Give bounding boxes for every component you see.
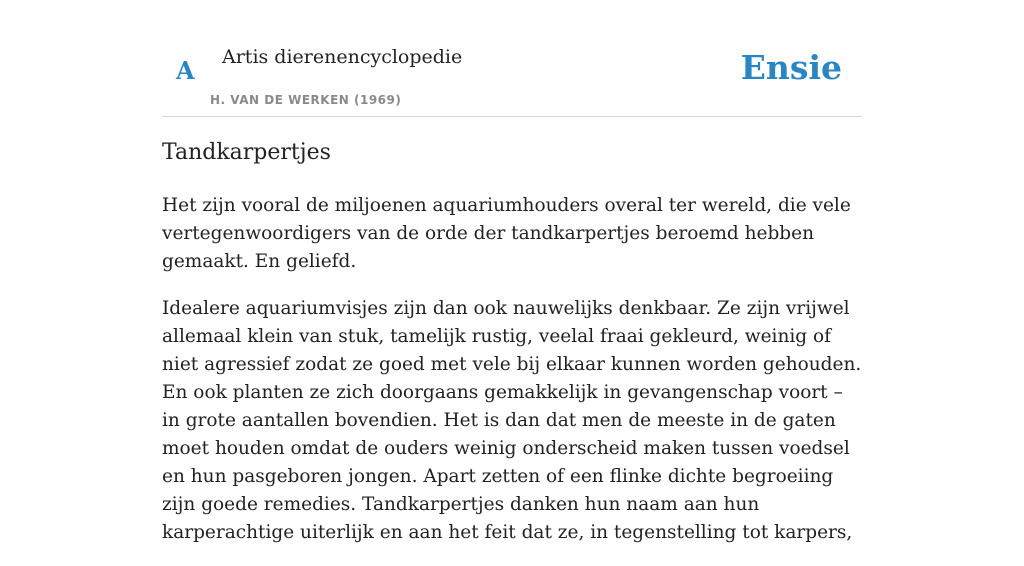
paragraph: Idealere aquariumvisjes zijn dan ook nauwelijks denkbaar. Ze zijn vrijwel allemaal klein van stuk, tamelijk rustig, veelal fraai gekleurd, weinig of niet agressief zodat ze goed met vele bij elkaar kunnen worden gehouden. En ook planten ze zich doorgaans gemakkelijk in gevangenschap voort – in grote aantallen bovendien. Het is dan dat men de meeste in de gaten moet houden omdat de ouders weinig onderscheid maken tussen voedsel en hun pasgeboren jongen. Apart zetten of een flinke dichte begroeiing zijn goede remedies. Tandkarpertjes danken hun naam aan hun karperachtige uiterlijk en aan het feit dat ze, in tegenstelling tot karpers,	[162, 298, 862, 543]
entry-title: Tandkarpertjes	[162, 140, 331, 165]
entry-header	[162, 30, 862, 117]
book-title[interactable]: Artis dierenencyclopedie	[222, 46, 463, 68]
ensie-logo[interactable]: Ensie	[740, 48, 842, 87]
author-line: H. VAN DE WERKEN (1969)	[210, 93, 402, 107]
publication-logo[interactable]: A	[176, 56, 195, 85]
paragraph: Het zijn vooral de miljoenen aquariumhouders overal ter wereld, die vele vertegenwoordigers van de orde der tandkarpertjes beroemd hebben gemaakt. En geliefd.	[162, 195, 851, 272]
entry-body	[162, 192, 862, 566]
